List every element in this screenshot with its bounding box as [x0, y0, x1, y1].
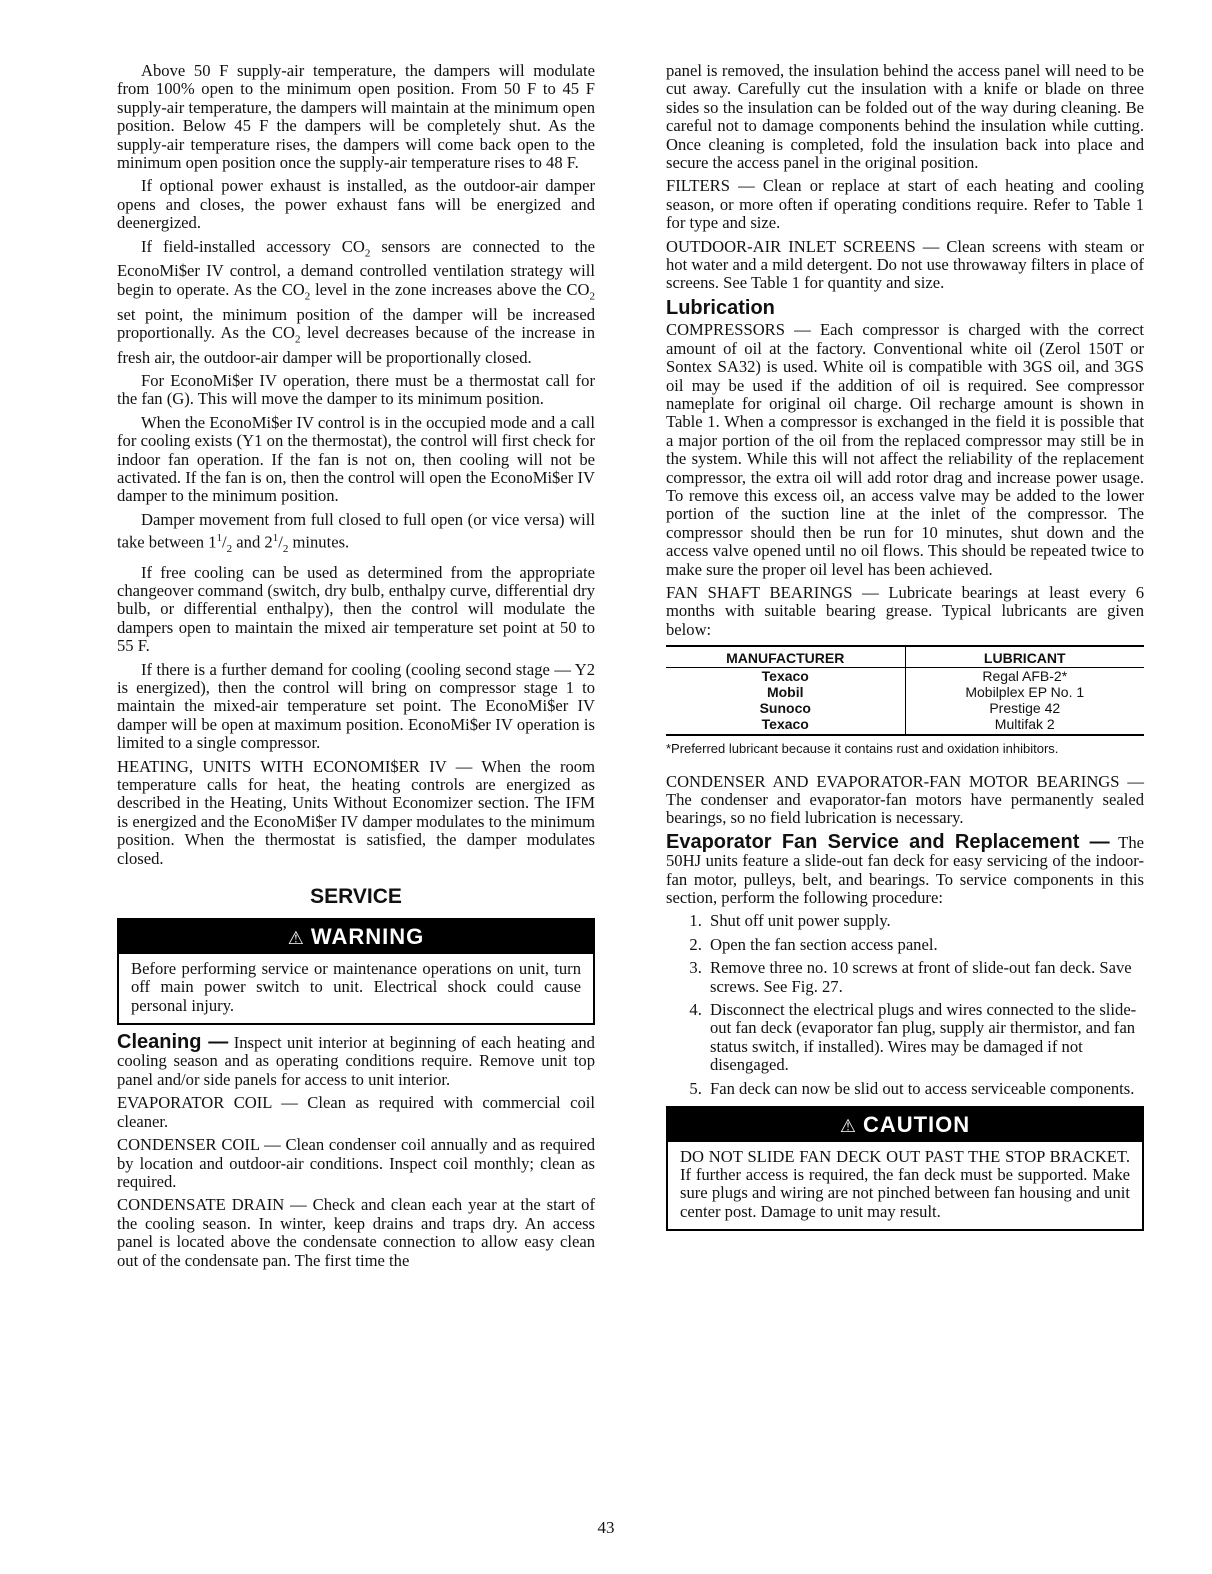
paragraph: If optional power exhaust is installed, as the outdoor-air damper opens and closes, the power exhaust fans will be energized and deenergized. — [117, 176, 595, 233]
cleaning-heading: Cleaning — — [117, 1031, 229, 1054]
table-row — [666, 668, 1144, 685]
table-row — [666, 684, 1144, 700]
paragraph: EVAPORATOR COIL — Clean as required with commercial coil cleaner. — [117, 1093, 595, 1131]
manufacturer-cell: Sunoco — [666, 700, 905, 716]
caution-header — [668, 1108, 1142, 1141]
caution-box — [666, 1106, 1144, 1231]
paragraph: FILTERS — Clean or replace at start of each heating and cooling season, or more often if operating conditions require. Refer to Table 1 for type and size. — [666, 176, 1144, 233]
list-item: 1. Shut off unit power supply. — [706, 912, 1144, 930]
manufacturer-cell: Texaco — [666, 716, 905, 735]
column-header: MANUFACTURER — [666, 646, 905, 668]
procedure-steps — [666, 912, 1144, 1098]
caution-text: DO NOT SLIDE FAN DECK OUT PAST THE STOP BRACKET. If further access is required, the fan deck must be supported. Make sure plugs and wiring are not pinched between fan housing and unit center post. Damage to unit may result. — [680, 1146, 1130, 1221]
table-footnote: *Preferred lubricant because it contains rust and oxidation inhibitors. — [666, 741, 1059, 757]
paragraph: panel is removed, the insulation behind the access panel will need to be cut away. Carefully cut the insulation with a knife or blade on three sides so the insulation can be folded out of the way during cleaning. Be careful not to damage components behind the insulation while cutting. Once cleaning is completed, fold the insulation back into place and secure the access panel in the original position. — [666, 61, 1144, 173]
evap-fan-heading: Evaporator Fan Service and Replacement — — [666, 830, 1110, 853]
manufacturer-cell: Mobil — [666, 684, 905, 700]
table-row — [666, 716, 1144, 735]
lubrication-heading: Lubrication — [666, 296, 775, 319]
paragraph: FAN SHAFT BEARINGS — Lubricate bearings at least every 6 months with suitable bearing grease. Typical lubricants are given below: — [666, 582, 1144, 639]
paragraph: For EconoMi$er IV operation, there must be a thermostat call for the fan (G). This will move the damper to its minimum position. — [117, 371, 595, 409]
right-column — [666, 62, 1144, 1239]
paragraph: CONDENSER COIL — Clean condenser coil annually and as required by location and outdoor-air conditions. Inspect coil monthly; clean as required. — [117, 1135, 595, 1191]
warning-text: Before performing service or maintenance operations on unit, turn off main power switch to unit. Electrical shock could cause personal injury. — [131, 958, 581, 1015]
paragraph: CONDENSER AND EVAPORATOR-FAN MOTOR BEARINGS — The condenser and evaporator-fan motors have permanently sealed bearings, so no field lubrication is necessary. — [666, 771, 1144, 828]
list-item: 2. Open the fan section access panel. — [706, 936, 1144, 954]
paragraph: Cleaning — Inspect unit interior at beginning of each heating and cooling season and as operating conditions require. Remove unit top panel and/or side panels for access to unit interior. — [117, 1031, 595, 1089]
table-header-row — [666, 646, 1144, 668]
list-item: 4. Disconnect the electrical plugs and wires connected to the slide-out fan deck (evaporator fan plug, supply air thermistor, and fan status switch, if installed). Wires may be damaged if not disengaged. — [706, 1001, 1144, 1075]
warning-box — [117, 918, 595, 1025]
list-item: 5. Fan deck can now be slid out to access serviceable components. — [706, 1080, 1144, 1098]
paragraph: If field-installed accessory $CO_2$ sensors are connected to the EconoMi$er IV control, a demand controlled ventilation strategy will begin to operate. As the $CO_2$ level in the zone increases above the $CO_2$ set point, the minimum position of the damper will be increased proportionally. As the $CO_2$ level decreases because of the increase in fresh air, the outdoor-air damper will be proportionally closed. — [117, 236, 595, 367]
section-title: SERVICE — [310, 885, 402, 909]
paragraph: CONDENSATE DRAIN — Check and clean each year at the start of the cooling season. In winter, keep drains and traps dry. An access panel is located above the condensate connection to allow easy clean out of the condensate pan. The first time the — [117, 1195, 595, 1270]
column-header: LUBRICANT — [905, 646, 1144, 668]
caution-title: CAUTION — [862, 1112, 971, 1138]
paragraph: OUTDOOR-AIR INLET SCREENS — Clean screens with steam or hot water and a mild detergent. Do not use throwaway filters in place of screens. See Table 1 for quantity and size. — [666, 236, 1144, 293]
lubricant-cell: Mobilplex EP No. 1 — [965, 684, 1085, 701]
paragraph: When the EconoMi$er IV control is in the occupied mode and a call for cooling exists (Y1 on the thermostat), the control will first check for indoor fan operation. If the fan is not on, then cooling will not be activated. If the fan is on, then the control will open the EconoMi$er IV damper to the minimum position. — [117, 412, 595, 506]
paragraph: HEATING, UNITS WITH ECONOMI$ER IV — When the room temperature calls for heat, the heating controls are energized as described in the Heating, Units Without Economizer section. The IFM is energized and the EconoMi$er IV damper modulates to the minimum position. When the thermostat is satisfied, the damper modulates closed. — [117, 756, 595, 868]
warning-title: WARNING — [310, 924, 425, 950]
table-row — [666, 700, 1144, 716]
paragraph: If free cooling can be used as determined from the appropriate changeover command (switch, dry bulb, enthalpy curve, differential dry bulb, or differential enthalpy), then the control will modulate the dampers open to maintain the mixed air temperature set point at 50 to 55 F. — [117, 562, 595, 656]
page-number: 43 — [597, 1518, 615, 1537]
left-column — [117, 62, 595, 1275]
manufacturer-cell: Texaco — [666, 668, 905, 685]
lubricant-cell: Regal AFB-2* — [982, 668, 1068, 685]
list-item: 3. Remove three no. 10 screws at front of slide-out fan deck. Save screws. See Fig. 27. — [706, 959, 1144, 996]
paragraph: Damper movement from full closed to full open (or vice versa) will take between $1^1/_2$ and $2^1/_2$ minutes. — [117, 509, 595, 556]
warning-triangle-icon: ⚠ — [839, 1116, 857, 1137]
paragraph: Evaporator Fan Service and Replacement — The 50HJ units feature a slide-out fan deck for easy servicing of the indoor-fan motor, pulleys, belt, and bearings. To service components in this section, perform the following procedure: — [666, 830, 1144, 908]
lubricant-cell: Prestige 42 — [989, 700, 1061, 717]
paragraph: COMPRESSORS — Each compressor is charged with the correct amount of oil at the factory. Conventional white oil (Zerol 150T or Sontex SA32) is used. White oil is compatible with 3GS oil, and 3GS oil may be used if the addition of oil is required. See compressor nameplate for original oil charge. Oil recharge amount is shown in Table 1. When a compressor is exchanged in the field it is possible that a major portion of the oil from the replaced compressor may still be in the system. While this will not affect the reliability of the replacement compressor, the extra oil will add rotor drag and increase power usage. To remove this excess oil, an access valve may be added to the lower portion of the suction line at the inlet of the compressor. The compressor should then be run for 10 minutes, shut down and the access valve opened until no oil flows. This should be repeated twice to make sure the proper oil level has been achieved. — [666, 320, 1144, 579]
lubricant-cell: Multifak 2 — [905, 716, 1144, 735]
paragraph: If there is a further demand for cooling (cooling second stage — Y2 is energized), then the control will bring on compressor stage 1 to maintain the mixed-air temperature set point. The EconoMi$er IV damper will be open at maximum position. EconoMi$er IV operation is limited to a single compressor. — [117, 659, 595, 753]
paragraph: Above 50 F supply-air temperature, the dampers will modulate from 100% open to the minimum open position. From 50 F to 45 F supply-air temperature, the dampers will maintain at the minimum open position. Below 45 F the dampers will be completely shut. As the supply-air temperature rises, the dampers will come back open to the minimum open position once the supply-air temperature rises to 48 F. — [117, 61, 595, 173]
warning-triangle-icon: ⚠ — [287, 928, 305, 949]
warning-header — [119, 920, 593, 953]
lubricant-table — [666, 645, 1144, 736]
